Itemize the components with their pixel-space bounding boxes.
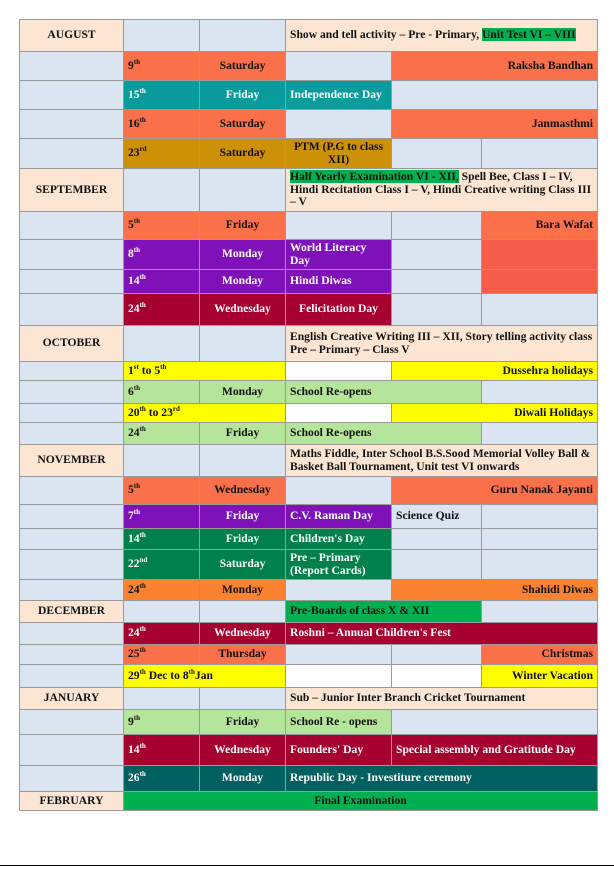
weekday-cell: Wednesday [200,294,286,326]
table-row [20,270,598,294]
table-row [20,139,598,169]
table-row [20,362,598,381]
day-cell: 22nd [124,550,200,580]
month-event: Sub – Junior Inter Branch Cricket Tournament [286,688,598,710]
table-row [20,212,598,240]
event-cell: Founders' Day [286,735,392,766]
weekday-cell: Friday [200,505,286,529]
day-cell: 24th [124,423,200,445]
day-cell: 7th [124,505,200,529]
weekday-cell: Monday [200,381,286,404]
table-row [20,766,598,792]
table-row [20,529,598,550]
table-row [20,580,598,601]
event-cell: School Re - opens [286,710,392,735]
weekday-cell: Saturday [200,139,286,169]
day-cell: 8th [124,240,200,270]
weekday-cell: Monday [200,270,286,294]
day-cell: 29th Dec to 8thJan [124,665,286,688]
event-cell: Roshni – Annual Children's Fest [286,623,598,645]
day-cell: 24th [124,580,200,601]
day-cell: 16th [124,110,200,139]
month-row-january [20,688,598,710]
event-cell: World Literacy Day [286,240,392,270]
month-label: OCTOBER [20,326,124,362]
weekday-cell: Friday [200,423,286,445]
event-cell: Bara Wafat [482,212,598,240]
weekday-cell: Wednesday [200,477,286,505]
month-event: English Creative Writing III – XII, Story telling activity class Pre – Primary – Class V [286,326,598,362]
event-cell: School Re-opens [286,381,482,404]
month-row-august [20,20,598,52]
day-cell: 14th [124,270,200,294]
month-label: AUGUST [20,20,124,52]
weekday-cell: Friday [200,212,286,240]
day-cell: 26th [124,766,200,792]
month-label: JANUARY [20,688,124,710]
day-cell: 5th [124,212,200,240]
month-row-december [20,601,598,623]
weekday-cell: Friday [200,710,286,735]
month-event: Maths Fiddle, Inter School B.S.Sood Memorial Volley Ball & Basket Ball Tournament, Unit test VI onwards [286,445,598,477]
table-row [20,81,598,110]
month-label: SEPTEMBER [20,169,124,212]
page-divider [0,865,614,866]
table-row [20,550,598,580]
month-event: Pre-Boards of class X & XII [286,601,482,623]
day-cell: 1st to 5th [124,362,286,381]
weekday-cell: Monday [200,240,286,270]
day-cell: 6th [124,381,200,404]
day-cell: 9th [124,710,200,735]
day-cell: 24th [124,294,200,326]
table-row [20,623,598,645]
event-cell: Winter Vacation [482,665,598,688]
weekday-cell: Friday [200,81,286,110]
table-row [20,477,598,505]
day-cell: 14th [124,529,200,550]
event-cell: Shahidi Diwas [392,580,598,601]
event-cell: Diwali Holidays [392,404,598,423]
event-cell: Janmasthmi [392,110,598,139]
weekday-cell: Thursday [200,645,286,665]
event-cell: Independence Day [286,81,392,110]
event-cell-secondary: Special assembly and Gratitude Day [392,735,598,766]
table-row [20,665,598,688]
month-event: Final Examination [124,792,598,811]
event-cell: PTM (P.G to class XII) [286,139,392,169]
weekday-cell: Monday [200,580,286,601]
month-label: DECEMBER [20,601,124,623]
day-cell: 15th [124,81,200,110]
weekday-cell: Monday [200,766,286,792]
weekday-cell: Wednesday [200,735,286,766]
event-cell: School Re-opens [286,423,482,445]
event-cell: Republic Day - Investiture ceremony [286,766,598,792]
day-cell: 20th to 23rd [124,404,286,423]
weekday-cell: Saturday [200,110,286,139]
day-cell: 14th [124,735,200,766]
event-cell: C.V. Raman Day [286,505,392,529]
table-row [20,404,598,423]
table-row [20,505,598,529]
day-cell: 24th [124,623,200,645]
weekday-cell: Saturday [200,52,286,81]
event-cell: Pre – Primary (Report Cards) [286,550,392,580]
event-cell: Children's Day [286,529,392,550]
weekday-cell: Wednesday [200,623,286,645]
table-row [20,110,598,139]
month-label: FEBRUARY [20,792,124,811]
month-row-september [20,169,598,212]
day-cell: 25th [124,645,200,665]
school-calendar-table [19,19,598,811]
month-label: NOVEMBER [20,445,124,477]
table-row [20,735,598,766]
event-cell: Guru Nanak Jayanti [392,477,598,505]
day-cell: 9th [124,52,200,81]
event-cell: Felicitation Day [286,294,392,326]
table-row [20,710,598,735]
weekday-cell: Friday [200,529,286,550]
event-cell-secondary: Science Quiz [392,505,482,529]
weekday-cell: Saturday [200,550,286,580]
month-row-february [20,792,598,811]
event-cell: Christmas [482,645,598,665]
month-event: Show and tell activity – Pre - Primary, Unit Test VI – VIII [286,20,598,52]
table-row [20,294,598,326]
table-row [20,381,598,404]
table-row [20,240,598,270]
day-cell: 23rd [124,139,200,169]
day-cell: 5th [124,477,200,505]
table-row [20,52,598,81]
event-cell: Hindi Diwas [286,270,392,294]
month-row-november [20,445,598,477]
table-row [20,645,598,665]
event-cell: Dussehra holidays [392,362,598,381]
table-row [20,423,598,445]
event-cell: Raksha Bandhan [392,52,598,81]
month-row-october [20,326,598,362]
month-event: Half Yearly Examination VI - XII, Spell Bee, Class I – IV, Hindi Recitation Class I – V, Hindi Creative writing Class III – V [286,169,598,212]
